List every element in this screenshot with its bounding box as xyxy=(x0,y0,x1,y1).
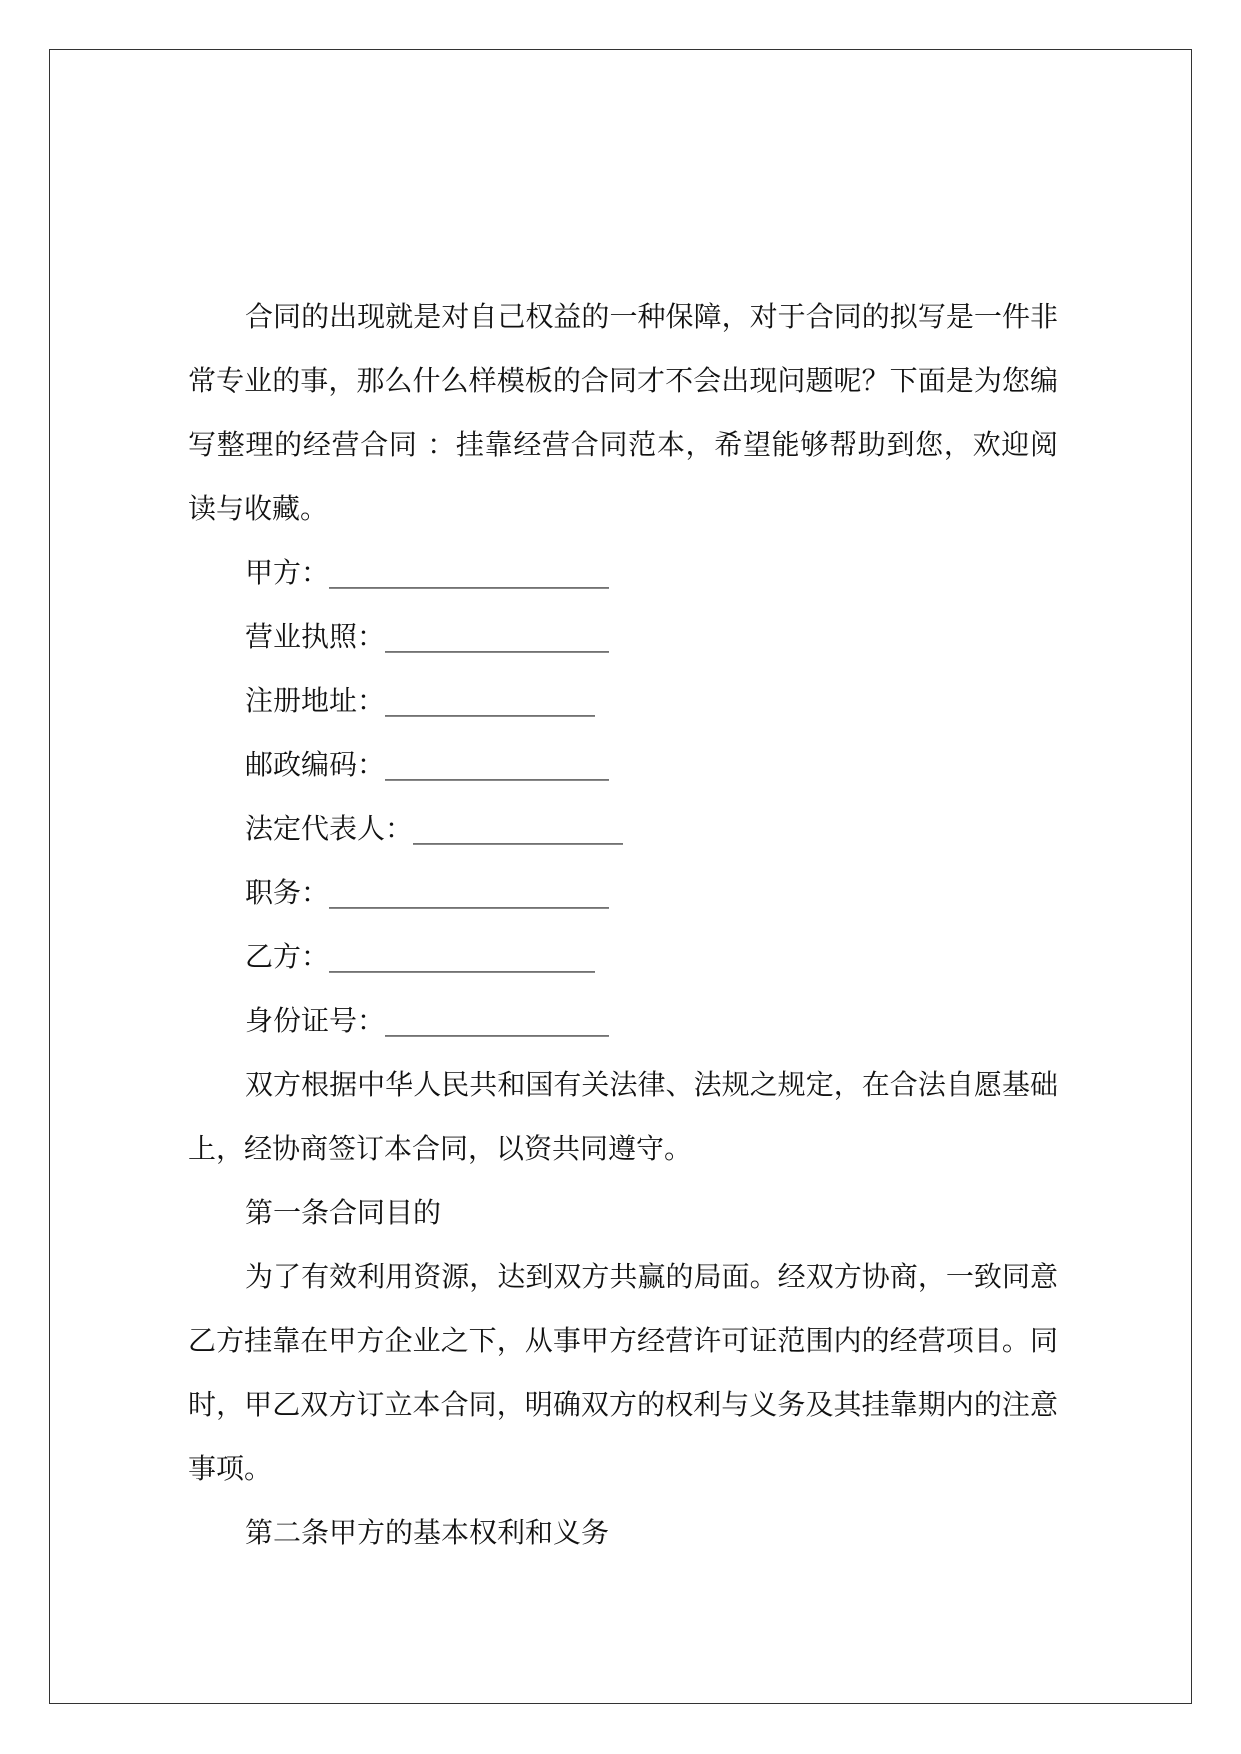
party-b-field: 乙方：___________________ xyxy=(245,940,596,973)
party-a-field: 甲方：____________________ xyxy=(245,556,610,589)
intro-paragraph: 合同的出现就是对自己权益的一种保障，对于合同的拟写是一件非常专业的事，那么什么样模板的合同才不会出现问题呢？下面是为您编写整理的经营合同 ：挂靠经营合同范本，希望能够帮助到您，欢迎阅读与收藏。 xyxy=(188,300,1058,525)
document-body xyxy=(188,285,1058,1565)
position-field: 职务：____________________ xyxy=(245,876,610,909)
article-1-title: 第一条合同目的 xyxy=(245,1196,442,1229)
article-1-body: 为了有效利用资源，达到双方共赢的局面。经双方协商，一致同意乙方挂靠在甲方企业之下，从事甲方经营许可证范围内的经营项目。同时，甲乙双方订立本合同，明确双方的权利与义务及其挂靠期内的注意事项。 xyxy=(188,1260,1058,1485)
registered-address-field: 注册地址：_______________ xyxy=(245,684,596,717)
article-2-title: 第二条甲方的基本权利和义务 xyxy=(245,1516,610,1549)
business-license-field: 营业执照：________________ xyxy=(245,620,610,653)
legal-representative-field: 法定代表人：_______________ xyxy=(245,812,624,845)
postal-code-field: 邮政编码：________________ xyxy=(245,748,610,781)
basis-paragraph: 双方根据中华人民共和国有关法律、法规之规定，在合法自愿基础上，经协商签订本合同，以资共同遵守。 xyxy=(188,1068,1058,1165)
id-number-field: 身份证号：________________ xyxy=(245,1004,610,1037)
